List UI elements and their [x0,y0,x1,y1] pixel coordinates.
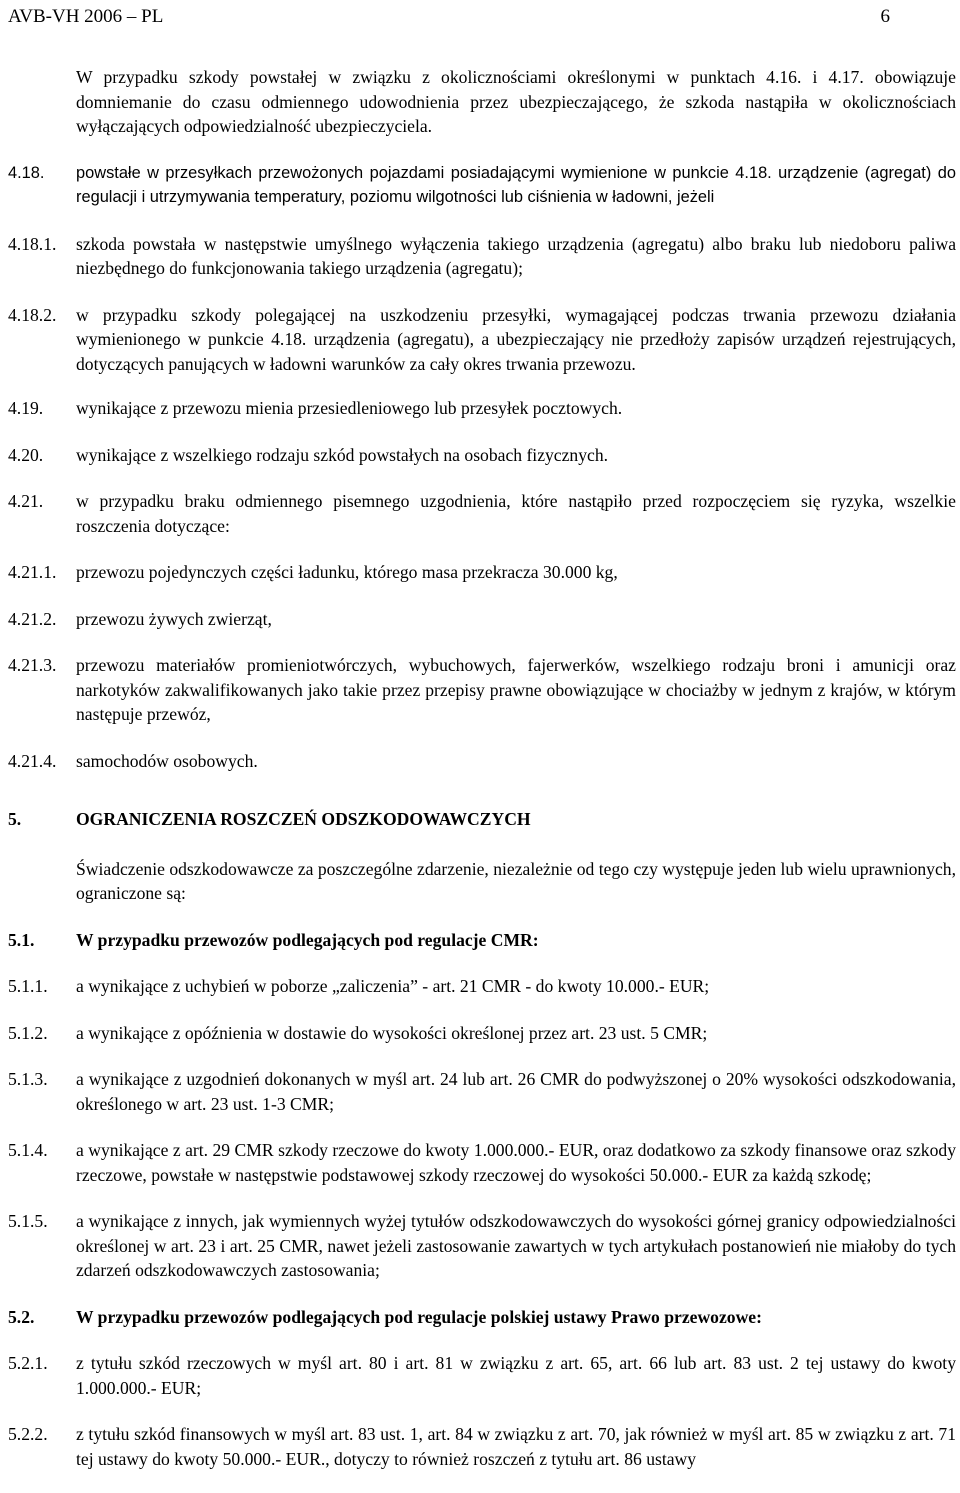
clause-text: W przypadku przewozów podlegających pod regulacje polskiej ustawy Prawo przewozowe: [76,1306,762,1327]
clause-text: a wynikające z opóźnienia w dostawie do wysokości określonej przez art. 23 ust. 5 CMR; [76,1022,708,1043]
clause-number: 4.20. [8,444,44,465]
clause-4-20 [8,443,956,468]
clause-4-21 [8,489,956,538]
clause-number: 5.1.4. [8,1140,48,1160]
page-number: 6 [880,6,890,27]
section-5-heading [8,807,956,832]
clause-number: 4.21.4. [8,750,57,771]
page-header [8,6,890,28]
section-number: 5. [8,809,22,829]
clause-5-1 [8,928,956,953]
section-5-intro: Świadczenie odszkodowawcze za poszczególne zdarzenie, niezależnie od tego czy występuje jeden lub wielu uprawnionych, ograniczone są: [76,858,956,903]
clause-text: a wynikające z art. 29 CMR szkody rzeczowe do kwoty 1.000.000.- EUR, oraz dodatkowo za szkody finansowe oraz szkody rzeczowe, powstałe w następstwie podstawowej szkody rzeczowej do wysokości 50.000.- EUR za każdą szkodę; [76,1140,956,1185]
clause-text: z tytułu szkód finansowych w myśl art. 83 ust. 1, art. 84 w związku z art. 70, jak również w myśl art. 85 w związku z art. 71 tej ustawy do kwoty 50.000.- EUR., dotyczy to również roszczeń z tytułu art. 86 ustawy [76,1424,956,1469]
clause-number: 4.21.3. [8,655,57,675]
clause-text: w przypadku braku odmiennego pisemnego uzgodnienia, które nastąpiło przed rozpoczęciem się ryzyka, wszelkie roszczenia dotyczące: [76,491,956,536]
clause-number: 5.1.2. [8,1022,48,1043]
clause-5-1-3 [8,1067,956,1116]
clause-5-1-1 [8,974,956,999]
clause-4-21-2 [8,607,956,632]
clause-4-18-1 [8,232,956,281]
section-title: OGRANICZENIA ROSZCZEŃ ODSZKODOWAWCZYCH [76,809,531,829]
clause-number: 5.1.3. [8,1069,48,1089]
clause-number: 5.2.1. [8,1353,48,1373]
clause-4-19 [8,396,956,421]
clause-5-2-2 [8,1422,956,1471]
clause-text: z tytułu szkód rzeczowych w myśl art. 80 i art. 81 w związku z art. 65, art. 66 lub art. 83 ust. 2 tej ustawy do kwoty 1.000.000.- EUR; [76,1353,956,1398]
clause-text: przewozu żywych zwierząt, [76,608,272,629]
clause-text: w przypadku szkody polegającej na uszkodzeniu przesyłki, wymagającej podczas trwania przewozu działania wymienionego w punkcie 4.18. urządzenia (agregatu), a ubezpieczający nie przedłoży zapisów urządzeń rejestrujących, dotyczących panujących w ładowni warunków za cały okres trwania przewozu. [76,304,956,374]
clause-5-2 [8,1305,956,1330]
clause-text: przewozu materiałów promieniotwórczych, wybuchowych, fajerwerków, wszelkiego rodzaju broni i amunicji oraz narkotyków zakwalifikowanych jako takie przez przepisy prawne obowiązujące w chociażby w jednym z krajów, w którym następuje przewóz, [76,655,956,724]
clause-5-2-1 [8,1351,956,1400]
clause-5-1-2 [8,1021,956,1046]
clause-4-21-1 [8,560,956,585]
clause-text: W przypadku przewozów podlegających pod regulacje CMR: [76,929,539,950]
document-title: AVB-VH 2006 – PL [8,6,164,27]
clause-text: szkoda powstała w następstwie umyślnego wyłączenia takiego urządzenia (agregatu) albo braku lub niedoboru paliwa niezbędnego do funkcjonowania takiego urządzenia (agregatu); [76,233,956,278]
clause-4-18-2 [8,303,956,377]
clause-number: 5.1.5. [8,1211,48,1231]
clause-text: przewozu pojedynczych części ładunku, którego masa przekracza 30.000 kg, [76,562,618,582]
clause-5-1-4 [8,1138,956,1187]
clause-number: 4.21. [8,491,44,511]
clause-number: 5.1.1. [8,976,48,996]
clause-number: 5.1. [8,929,35,950]
clause-number: 4.18. [8,163,45,182]
clause-number: 4.21.2. [8,608,57,629]
clause-text: powstałe w przesyłkach przewożonych pojazdami posiadającymi wymienione w punkcie 4.18. urządzenie (agregat) do regulacji i utrzymywania temperatury, poziomu wilgotności lub ciśnienia w ładowni, jeżeli [76,163,956,206]
clause-text: samochodów osobowych. [76,750,258,771]
clause-text: a wynikające z uzgodnień dokonanych w myśl art. 24 lub art. 26 CMR do podwyższonej o 20% wysokości odszkodowania, określonego w art. 23 ust. 1-3 CMR; [76,1069,956,1114]
clause-number: 4.18.1. [8,233,57,254]
paragraph-intro-4-17: W przypadku szkody powstałej w związku z okolicznościami określonymi w punktach 4.16. i 4.17. obowiązuje domniemanie do czasu odmiennego udowodnienia przez ubezpieczającego, że szkoda nastąpiła w okolicznościach wyłączających odpowiedzialność ubezpieczyciela. [76,67,956,136]
clause-text: a wynikające z uchybień w poborze „zaliczenia” - art. 21 CMR - do kwoty 10.000.- EUR; [76,976,710,996]
clause-5-1-5 [8,1209,956,1283]
clause-4-21-3 [8,653,956,727]
clause-number: 4.21.1. [8,562,57,582]
clause-text: wynikające z przewozu mienia przesiedleniowego lub przesyłek pocztowych. [76,398,623,418]
document-body [8,65,956,1493]
clause-number: 5.2. [8,1306,35,1327]
clause-text: wynikające z wszelkiego rodzaju szkód powstałych na osobach fizycznych. [76,444,609,465]
clause-number: 4.19. [8,398,44,418]
clause-number: 4.18.2. [8,304,57,325]
clause-4-21-4 [8,749,956,774]
clause-text: a wynikające z innych, jak wymiennych wyżej tytułów odszkodowawczych do wysokości górnej granicy odpowiedzialności określonej w art. 23 i art. 25 CMR, nawet jeżeli zastosowanie zawartych w tych artykułach postanowień nie miałoby do tych zdarzeń odszkodowawczych zastosowania; [76,1211,956,1280]
clause-number: 5.2.2. [8,1424,48,1444]
clause-4-18 [8,161,956,210]
